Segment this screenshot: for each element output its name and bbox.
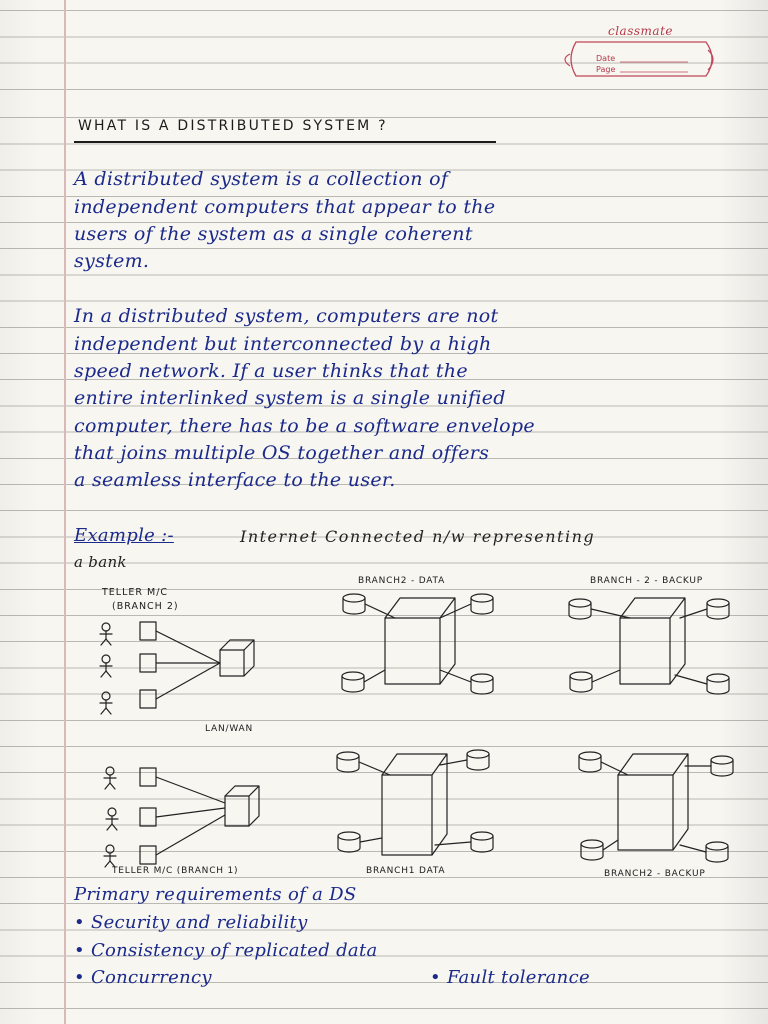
page-title: WHAT IS A DISTRIBUTED SYSTEM ?: [78, 118, 388, 134]
definition-line-1: A distributed system is a collection of: [74, 168, 449, 190]
branch2-backup-server: [618, 754, 688, 850]
explanation-line-2: independent but interconnected by a high: [74, 333, 492, 355]
requirement-item: • Fault tolerance: [430, 967, 590, 988]
router-box: [225, 786, 259, 826]
teller-terminal: [140, 846, 156, 864]
requirement-text: Fault tolerance: [446, 967, 590, 988]
explanation-line-7: a seamless interface to the user.: [74, 469, 396, 491]
brand-name: classmate: [608, 24, 673, 38]
database-icon: [343, 594, 365, 614]
requirement-item: • Security and reliability: [74, 912, 308, 933]
database-icon: [707, 674, 729, 694]
example-text: Internet Connected n/w representing: [240, 527, 596, 546]
definition-line-4: system.: [74, 250, 150, 272]
branch2-backup-top-label: BRANCH - 2 - BACKUP: [590, 576, 704, 586]
example-text-cont: a bank: [74, 553, 127, 571]
teller-branch1-label: TELLER M/C (BRANCH 1): [112, 866, 239, 876]
requirement-item: • Concurrency: [74, 967, 212, 988]
database-icon: [337, 752, 359, 772]
person-icon: [104, 767, 116, 789]
database-icon: [338, 832, 360, 852]
database-icon: [471, 832, 493, 852]
branch1-data-label: BRANCH1 DATA: [366, 866, 446, 876]
database-icon: [581, 840, 603, 860]
teller-terminal: [140, 808, 156, 826]
teller-branch2-sub-label: (BRANCH 2): [112, 601, 179, 612]
teller-terminal: [140, 768, 156, 786]
branch2-data-label: BRANCH2 - DATA: [358, 576, 446, 586]
requirement-item: • Consistency of replicated data: [74, 940, 378, 961]
requirement-text: Security and reliability: [90, 912, 308, 933]
example-label: Example :-: [74, 525, 174, 546]
person-icon: [100, 692, 112, 714]
person-icon: [100, 655, 112, 677]
branch1-data-server: [382, 754, 447, 855]
definition-line-2: independent computers that appear to the: [74, 196, 496, 218]
database-icon: [471, 594, 493, 614]
explanation-line-5: computer, there has to be a software envelope: [74, 415, 535, 437]
lan-wan-label: LAN/WAN: [205, 724, 254, 734]
branch2-backup-bottom-label: BRANCH2 - BACKUP: [604, 869, 706, 879]
bank-network-diagram: [90, 570, 750, 885]
page-label: Page: [596, 65, 616, 74]
person-icon: [106, 808, 118, 830]
branch2-backup-server: [620, 598, 685, 684]
database-icon: [579, 752, 601, 772]
person-icon: [104, 845, 116, 867]
requirement-text: Consistency of replicated data: [90, 940, 378, 961]
explanation-line-4: entire interlinked system is a single unified: [74, 387, 506, 409]
definition-line-3: users of the system as a single coherent: [74, 223, 473, 245]
router-box: [220, 640, 254, 676]
database-icon: [471, 674, 493, 694]
database-icon: [711, 756, 733, 776]
database-icon: [570, 672, 592, 692]
database-icon: [467, 750, 489, 770]
title-underline: [74, 141, 496, 143]
teller-terminal: [140, 654, 156, 672]
teller-terminal: [140, 622, 156, 640]
database-icon: [707, 599, 729, 619]
date-label: Date: [596, 54, 616, 63]
database-icon: [342, 672, 364, 692]
database-icon: [569, 599, 591, 619]
margin-line: [64, 0, 66, 1024]
explanation-line-6: that joins multiple OS together and offers: [74, 442, 490, 464]
database-icon: [706, 842, 728, 862]
explanation-line-3: speed network. If a user thinks that the: [74, 360, 468, 382]
requirements-title: Primary requirements of a DS: [74, 884, 357, 905]
explanation-line-1: In a distributed system, computers are not: [74, 305, 499, 327]
requirement-text: Concurrency: [90, 967, 212, 988]
teller-branch2-label: TELLER M/C: [102, 587, 169, 598]
teller-terminal: [140, 690, 156, 708]
person-icon: [100, 623, 112, 645]
